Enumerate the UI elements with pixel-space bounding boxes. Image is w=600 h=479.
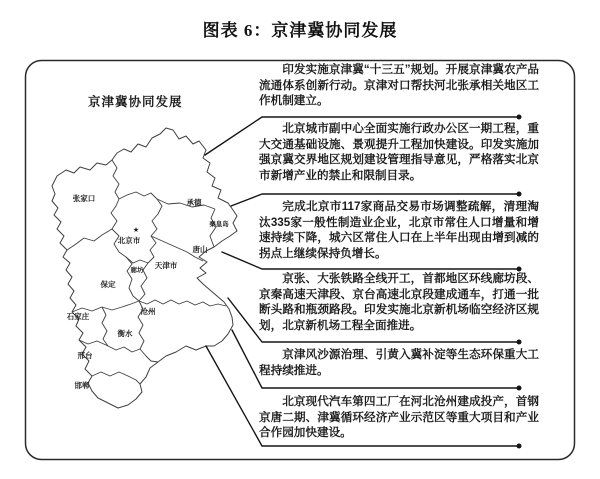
callout-dot-2 [517, 192, 522, 197]
annotation-block-1: 印发实施京津冀“十三五”规划。开展京津冀农产品流通体系创新行动。京津对口帮扶河北张承相关地区工作机制建立。 [259, 63, 539, 108]
region-label-tangshan: 唐山 [192, 245, 208, 254]
region-label-cangzhou: 沧州 [140, 307, 156, 316]
annotation-block-3: 完成北京市117家商品交易市场调整疏解，清理淘汰335家一般性制造业企业，北京市常住人口增量和增速持续下降，城六区常住人口在上半年出现由增到减的拐点上继续保持负增长。 [259, 200, 539, 261]
callout-dot-4 [517, 340, 522, 345]
region-label-tianjin: 天津市 [154, 261, 178, 270]
callout-dot-5 [517, 386, 522, 391]
region-label-beijing: 北京市 [117, 236, 141, 245]
callout-dot-1 [517, 115, 522, 120]
region-label-qinhuangdao: 秦皇岛 [209, 221, 229, 228]
region-label-baoding: 保定 [100, 280, 116, 289]
callout-dot-6 [517, 444, 522, 449]
map-region-labels [66, 193, 230, 390]
region-label-handan: 邯郸 [74, 381, 90, 390]
annotation-block-6: 北京现代汽车第四工厂在河北沧州建成投产，首钢京唐二期、津冀循环经济产业示范区等重大项目和产业合作园加快建设。 [259, 395, 539, 440]
map-heading: 京津冀协同发展 [88, 95, 183, 109]
annotation-block-5: 京津风沙源治理、引黄入冀补淀等生态环保重大工程持续推进。 [259, 348, 539, 377]
region-label-zhangjiakou: 张家口 [72, 194, 96, 203]
region-label-shijiazhuang: 石家庄 [66, 312, 90, 321]
figure-title: 图表 6：京津冀协同发展 [202, 21, 398, 40]
region-label-hengshui: 衡水 [117, 329, 133, 338]
annotation-block-4: 京张、大张铁路全线开工，首都地区环线廊坊段、京秦高速天津段、京台高速北京段建成通车，打通一批断头路和瓶颈路段。印发实施北京新机场临空经济区规划，北京新机场工程全面推进。 [259, 272, 539, 333]
region-label-chengde: 承德 [186, 198, 202, 207]
annotation-block-2: 北京城市副中心全面实施行政办公区一期工程，重大交通基础设施、景观提升工程加快建设。印发实施加强京冀交界地区规划建设管理指导意见，严格落实北京市新增产业的禁止和限制目录。 [259, 122, 539, 183]
capital-star-icon: ★ [132, 227, 140, 234]
region-label-langfang: 廊坊 [130, 267, 144, 274]
region-label-xingtai: 邢台 [77, 351, 93, 360]
